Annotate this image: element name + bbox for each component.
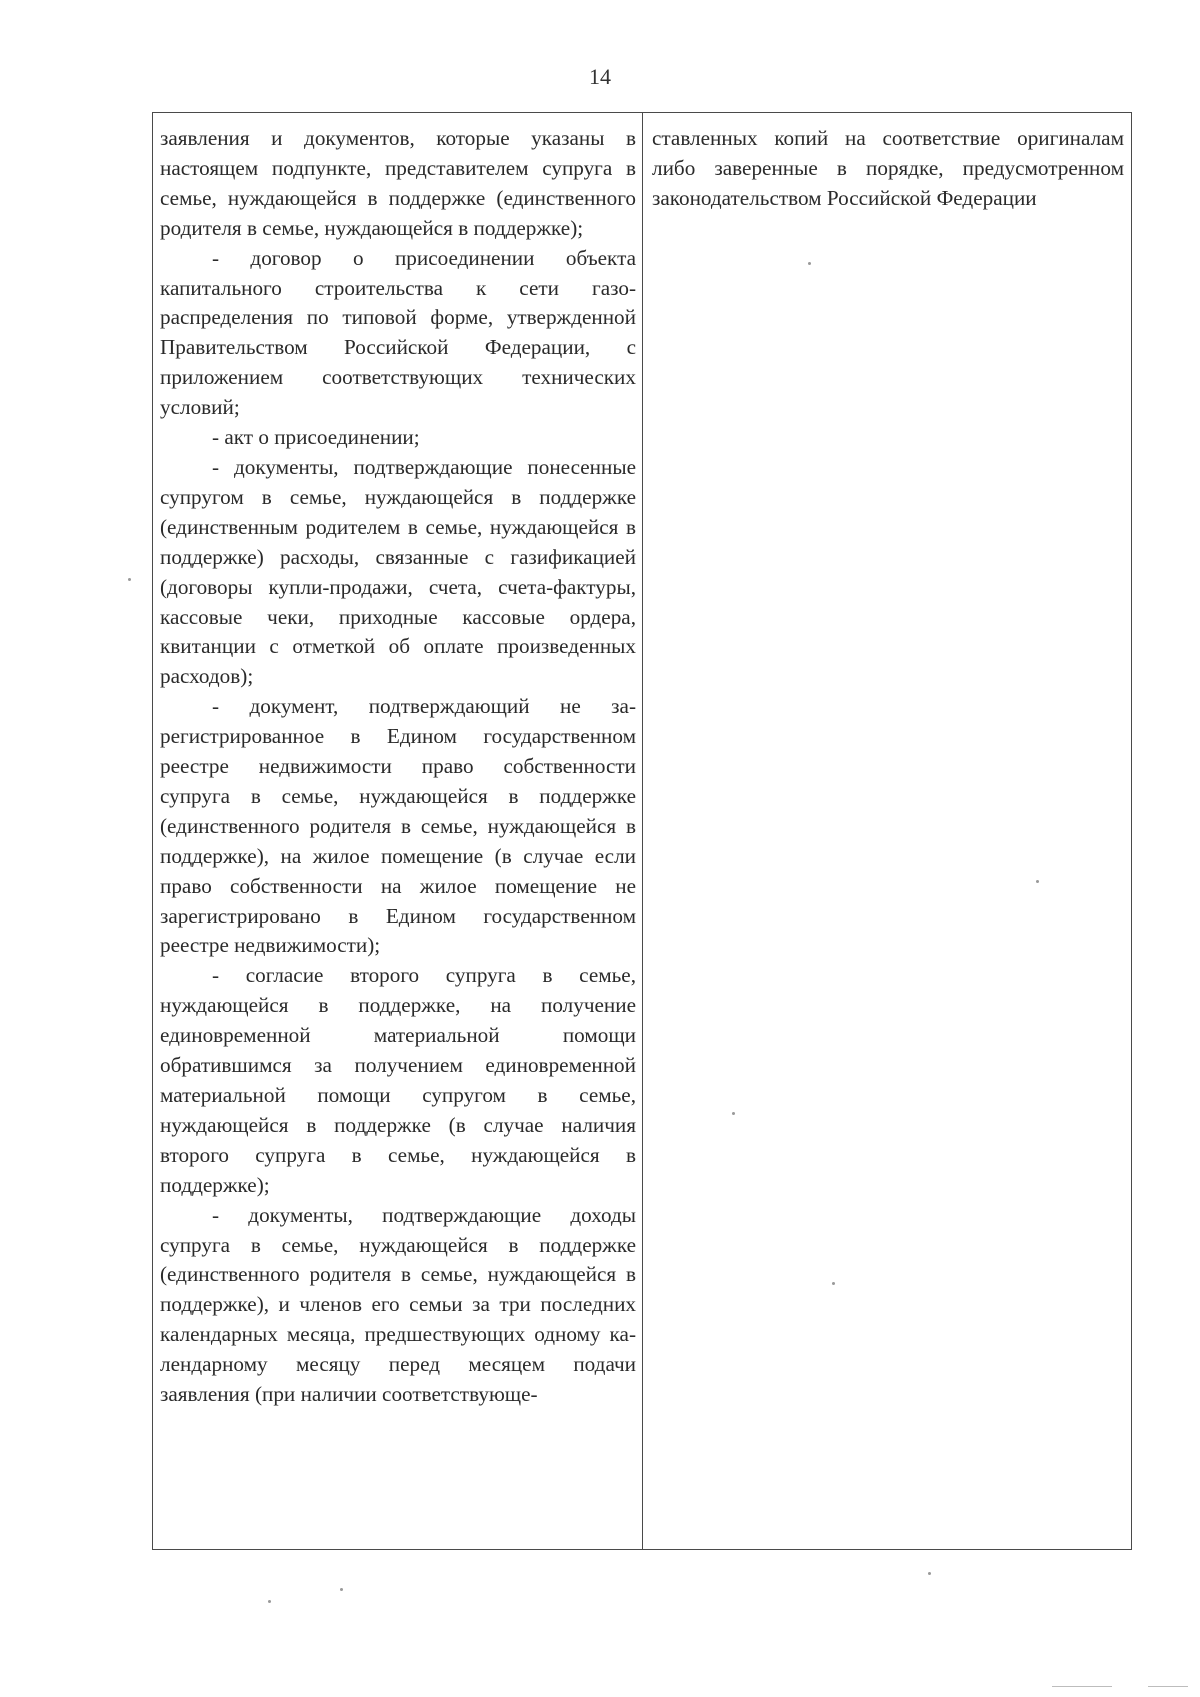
scan-speck — [808, 262, 811, 265]
scan-speck — [128, 578, 131, 581]
page-number: 14 — [589, 64, 611, 89]
scan-speck — [1036, 880, 1039, 883]
document-table — [152, 112, 1132, 1550]
paragraph: - согласие второго супруга в семье, нуждающейся в поддержке, на получение единовременной материальной помощи обратившимся за получением единовременной материальной помощи супругом в семье, нуждающейся в поддержке (в случае наличия второго супруга в семье, нуждающейся в поддержке); — [160, 963, 636, 1197]
paragraph: ставленных копий на соответствие оригиналам либо заверенные в порядке, предусмотренном законодательством Российской Федерации — [652, 126, 1124, 210]
scan-speck — [928, 1572, 931, 1575]
scan-mark — [1148, 1686, 1188, 1687]
table-cell-right — [643, 113, 1130, 1549]
scan-speck — [832, 1282, 835, 1285]
paragraph: - договор о присоединении объекта капитального строительства к сети газораспределения по типовой форме, утвержденной Правительством Российской Федерации, с приложением соответствующих технических условий; — [160, 245, 636, 420]
paragraph: - акт о присоединении; — [212, 425, 420, 450]
scan-speck — [732, 1112, 735, 1115]
scan-speck — [268, 1600, 271, 1603]
paragraph: заявления и документов, которые указаны в настоящем подпункте, представителем супруга в семье, нуждающейся в поддержке (единственного родителя в семье, нуждающейся в поддержке); — [160, 126, 636, 240]
paragraph: - документы, подтверждающие доходы супруга в семье, нуждающейся в поддержке (единственного родителя в семье, нуждающейся в поддержке), и членов его семьи за три последних календарных месяца, предшествующих одному календарному месяцу перед месяцем подачи заявления (при наличии соответствующе- — [160, 1202, 636, 1407]
scan-speck — [340, 1588, 343, 1591]
scan-mark — [1052, 1686, 1112, 1687]
paragraph: - документ, подтверждающий не зарегистрированное в Едином государственном реестре недвижимости право собственности супруга в семье, нуждающейся в поддержке (единственного родителя в семье, нуждающейся в поддержке), на жилое помещение (в случае если право собственности на жилое помещение не зарегистрировано в Едином государственном реестре недвижимости); — [160, 694, 636, 958]
paragraph: - документы, подтверждающие понесенные супругом в семье, нуждающейся в поддержке (единственным родителем в семье, нуждающейся в поддержке) расходы, связанные с газификацией (договоры купли-продажи, счета, счета-фактуры, кассовые чеки, приходные кассовые ордера, квитанции с отметкой об оплате произведенных расходов); — [160, 454, 636, 689]
table-cell-left — [153, 113, 643, 1549]
